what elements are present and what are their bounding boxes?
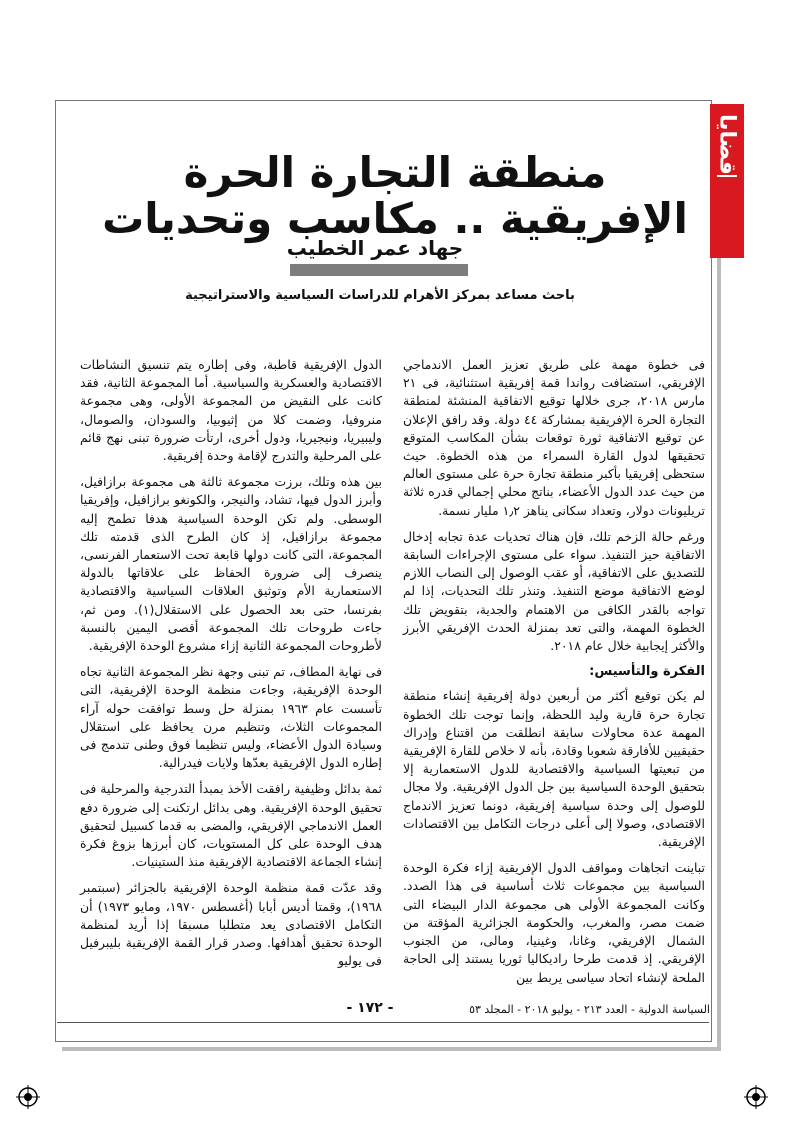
section-tab bbox=[710, 104, 744, 258]
registration-mark-icon bbox=[744, 1085, 768, 1109]
paragraph: لم يكن توقيع أكثر من أربعين دولة إفريقية إنشاء منطقة تجارة حرة قارية وليد اللحظة، وإنما توجت تلك الخطوة المهمة عدة محاولات سابقة انطلقت من اقتناع وإدراك حقيقيين للأفارقة شعوبا وقادة، بأنه لا خلاص للقارة الإفريقية من تبعيتها السياسية والاقتصادية للدول الاستعمارية إلا بتحقيق الوحدة السياسية بين جل الدول الإفريقية. ولا مجال للوصول إلى وحدة سياسية إفريقية، دونما تعزيز الاندماج الاقتصادى، وصولا إلى أعلى درجات التكامل بين الاقتصادات الإفريقية. bbox=[403, 688, 705, 850]
paragraph: بين هذه وتلك، برزت مجموعة ثالثة هى مجموعة برازافيل، وأبرز الدول فيها، تشاد، والنيجر، والكونغو برازافيل، وإفريقيا الوسطى. ولم تكن الوحدة السياسية هدفا تطمح إليه مجموعة برازافيل، إذ كان الطرح الذى قدمته تلك المجموعة، التى كانت دولها قابعة تحت الاستعمار الفرنسى، ينصرف إلى ضرورة الحفاظ على علاقاتها بالدولة الاستعمارية الأم وتوثيق العلاقات السياسية والاقتصادية بفرنسا، حتى بعد الحصول على الاستقلال(١). ومن ثم، جاءت طروحات تلك المجموعة أقصى اليمين بالنسبة لأطروحات المجموعة الثانية إزاء مشروع الوحدة الإفريقية. bbox=[80, 474, 382, 654]
paragraph: الدول الإفريقية قاطبة، وفى إطاره يتم تنسيق النشاطات الاقتصادية والعسكرية والسياسية. أما المجموعة الثانية، فقد كانت على النقيض من المجموعة الأولى، وهى مجموعة منروفيا، وضمت كلا من إثيوبيا، والسودان، والصومال، وليبيريا، ونيجيريا، ودول أخرى، ارتأت ضرورة تبنى نهج قائم على المرحلية والتدرج لإقامة وحدة إفريقية. bbox=[80, 357, 382, 464]
section-tab-underline bbox=[717, 175, 737, 177]
article-title: منطقة التجارة الحرة الإفريقية .. مكاسب وتحديات bbox=[102, 148, 688, 244]
paragraph: ثمة بدائل وظيفية رافقت الأخذ بمبدأ التدرجية والمرحلية فى تحقيق الوحدة الإفريقية. وهى بدائل ارتكنت إلى ضرورة دفع العمل الاندماجي الإفريقي، والمضى به قدما كسبيل لتحقيق هدف الوحدة على كل المستويات، كان أبرزها بزوغ فكرة إنشاء الجماعة الاقتصادية الإفريقية منذ الستينيات. bbox=[80, 781, 382, 870]
footer-rule bbox=[57, 1022, 709, 1023]
article-author: جهاد عمر الخطيب bbox=[286, 236, 464, 260]
article-body bbox=[80, 356, 705, 985]
author-affiliation: باحث مساعد بمركز الأهرام للدراسات السياسية والاستراتيجية bbox=[185, 288, 575, 303]
registration-mark-icon bbox=[16, 1085, 40, 1109]
right-column bbox=[403, 356, 705, 985]
page-number: - ١٧٢ - bbox=[346, 1000, 394, 1016]
paragraph: وقد عدّت قمة منظمة الوحدة الإفريقية بالجزائر (سبتمبر ١٩٦٨)، وقمتا أديس أبابا (أغسطس ١٩٧٠، ومايو ١٩٧٣) أن التكامل الاقتصادى يعد متطلبا مسبقا إذا أريد لمنظمة الوحدة تحقيق أهدافها. وصدر قرار القمة الإفريقية بليبرفيل فى يوليو bbox=[80, 880, 382, 969]
section-heading: الفكرة والتأسيس: bbox=[589, 664, 705, 680]
paragraph: فى نهاية المطاف، تم تبنى وجهة نظر المجموعة الثانية تجاه الوحدة الإفريقية، وجاءت منظمة الوحدة الإفريقية، التى تأسست عام ١٩٦٣ بمنزلة حل وسط توافقت حوله آراء المجموعات الثلاث، وتنظيم مرن يحافظ على استقلال وسيادة الدول الأعضاء، وليس تنظيما فوق وطنى تندمج فى إطاره الدول الإفريقية بعدّها ولايات فيدرالية. bbox=[80, 664, 383, 771]
paragraph: فى خطوة مهمة على طريق تعزيز العمل الاندماجي الإفريقي، استضافت رواندا قمة إفريقية استثنائية، فى ٢١ مارس ٢٠١٨، جرى خلالها توقيع الاتفاقية المنشئة لمنطقة التجارة الحرة الإفريقية بمشاركة ٤٤ دولة. وقد رافق الإعلان عن توقيع الاتفاقية ثورة توقعات بشأن المكاسب المتوقع تحقيقها لدول القارة السمراء من هذه الخطوة. حيث ستحظى إفريقيا بأكبر منطقة تجارة حرة على مستوى العالم من حيث عدد الدول الأعضاء، بناتج محلي إجمالي قدره ثلاثة تريليونات دولار، وتعداد سكانى يناهز ١٫٢ مليار نسمة. bbox=[403, 357, 705, 518]
paragraph: ورغم حالة الزخم تلك، فإن هناك تحديات عدة تجابه إدخال الاتفاقية حيز التنفيذ. سواء على مستوى الإجراءات السابقة للتصديق على الاتفاقية، أو عقب الوصول إلى النصاب اللازم لوضع الاتفاقية موضع التنفيذ. وتنذر تلك التحديات، إذا لم تواجه بالقدر الكافى من الاهتمام والجدية، بتقويض تلك الخطوة المهمة، والتى تعد بمنزلة الحدث الإفريقي الأبرز والأكثر إيجابية خلال عام ٢٠١٨. bbox=[403, 528, 705, 654]
author-bar bbox=[290, 264, 468, 276]
paragraph: تباينت اتجاهات ومواقف الدول الإفريقية إزاء فكرة الوحدة السياسية بين مجموعات ثلاث أساسية فى هذا الصدد. وكانت المجموعة الأولى هى مجموعة الدار البيضاء التى ضمت مصر، والمغرب، والحكومة الجزائرية المؤقتة من الشمال الإفريقي، وغانا، وغينيا، ومالى، من الجنوب الإفريقي. إذ قدمت طرحا راديكاليا ثوريا يستند إلى الحاجة الملحة لإنشاء اتحاد سياسى يربط بين bbox=[403, 860, 705, 985]
left-column bbox=[80, 356, 382, 976]
section-label: قضايا bbox=[714, 114, 740, 175]
journal-info: السياسة الدولية - العدد ٢١٣ - يوليو ٢٠١٨ - المجلد ٥٣ bbox=[469, 1003, 710, 1016]
